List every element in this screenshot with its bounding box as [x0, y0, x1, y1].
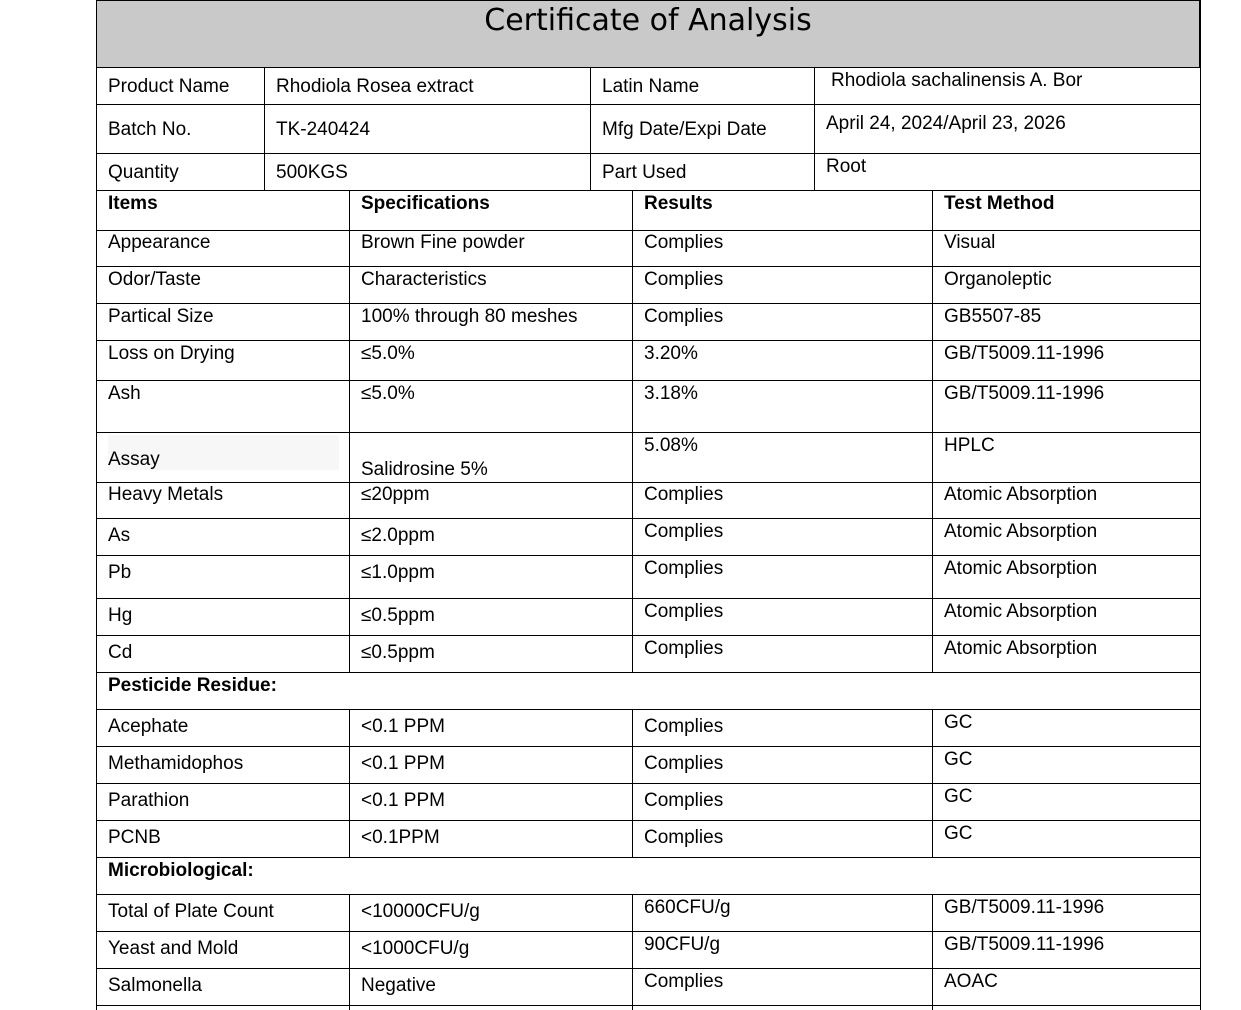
row-item: Pb: [108, 562, 132, 583]
table-rule: [96, 1005, 1201, 1006]
column-header-test-method: Test Method: [944, 193, 1055, 214]
row-item: Odor/Taste: [108, 269, 201, 290]
title-bar: [96, 0, 1200, 67]
row-item: Cd: [108, 642, 133, 663]
microbiological-result: 90CFU/g: [644, 934, 721, 955]
pesticide-test-method: GC: [944, 786, 973, 807]
table-rule: [96, 746, 1201, 747]
row-item: Ash: [108, 383, 141, 404]
batch-value: TK-240424: [276, 119, 371, 140]
row-specification: Salidrosine 5%: [361, 459, 488, 480]
row-specification: ≤5.0%: [361, 343, 415, 364]
pesticide-test-method: GC: [944, 712, 973, 733]
table-rule: [96, 857, 1201, 858]
product-name-value: Rhodiola Rosea extract: [276, 76, 474, 97]
certificate-document: [96, 0, 1201, 1010]
row-specification: Characteristics: [361, 269, 487, 290]
table-rule: [96, 153, 1201, 154]
pesticide-specification: <0.1PPM: [361, 827, 440, 848]
row-test-method: Atomic Absorption: [944, 521, 1098, 542]
row-test-method: Atomic Absorption: [944, 558, 1098, 579]
table-rule: [96, 380, 1201, 381]
pesticide-item: Acephate: [108, 716, 189, 737]
table-rule: [932, 190, 933, 672]
table-rule: [96, 230, 1201, 231]
pesticide-result: Complies: [644, 827, 724, 848]
table-rule: [96, 820, 1201, 821]
table-rule: [814, 67, 815, 190]
pesticide-item: Methamidophos: [108, 753, 244, 774]
table-rule: [96, 598, 1201, 599]
table-rule: [632, 709, 633, 857]
microbiological-item: Yeast and Mold: [108, 938, 239, 959]
microbiological-test-method: AOAC: [944, 971, 998, 992]
table-rule: [96, 340, 1201, 341]
table-rule: [632, 894, 633, 1010]
table-rule: [96, 672, 1201, 673]
microbiological-test-method: GB/T5009.11-1996: [944, 934, 1105, 955]
row-result: Complies: [644, 232, 724, 253]
table-rule: [349, 709, 350, 857]
pesticide-specification: <0.1 PPM: [361, 716, 445, 737]
row-item: Heavy Metals: [108, 484, 224, 505]
row-test-method: Atomic Absorption: [944, 484, 1098, 505]
pesticide-result: Complies: [644, 753, 724, 774]
table-rule: [932, 894, 933, 1010]
table-rule: [264, 67, 265, 190]
latin-name-value: Rhodiola sachalinensis A. Bor: [831, 70, 1083, 91]
pesticide-section-heading: Pesticide Residue:: [108, 675, 277, 696]
table-rule: [96, 709, 1201, 710]
quantity-value: 500KGS: [276, 162, 348, 183]
row-specification: Brown Fine powder: [361, 232, 525, 253]
part-used-label: Part Used: [602, 162, 687, 183]
quantity-label: Quantity: [108, 162, 179, 183]
pesticide-item: Parathion: [108, 790, 190, 811]
column-header-items: Items: [108, 193, 158, 214]
table-rule: [96, 518, 1201, 519]
microbiological-item: Total of Plate Count: [108, 901, 274, 922]
row-test-method: Visual: [944, 232, 996, 253]
table-rule: [96, 190, 1201, 191]
pesticide-result: Complies: [644, 790, 724, 811]
row-item: Hg: [108, 605, 133, 626]
microbiological-result: 660CFU/g: [644, 897, 731, 918]
row-result: 5.08%: [644, 435, 698, 456]
row-test-method: GB/T5009.11-1996: [944, 383, 1105, 404]
microbiological-section-heading: Microbiological:: [108, 860, 254, 881]
table-rule: [96, 635, 1201, 636]
table-rule: [590, 67, 591, 190]
microbiological-specification: <10000CFU/g: [361, 901, 480, 922]
microbiological-result: Complies: [644, 971, 724, 992]
pesticide-test-method: GC: [944, 823, 973, 844]
microbiological-test-method: GB/T5009.11-1996: [944, 897, 1105, 918]
row-test-method: HPLC: [944, 435, 995, 456]
row-result: Complies: [644, 601, 724, 622]
table-rule: [96, 0, 97, 1010]
table-rule: [96, 266, 1201, 267]
batch-label: Batch No.: [108, 119, 192, 140]
table-rule: [632, 190, 633, 672]
row-result: Complies: [644, 558, 724, 579]
date-label: Mfg Date/Expi Date: [602, 119, 767, 140]
table-rule: [96, 104, 1201, 105]
row-specification: ≤1.0ppm: [361, 562, 435, 583]
table-rule: [349, 190, 350, 672]
table-rule: [1200, 0, 1201, 1010]
table-rule: [96, 931, 1201, 932]
product-name-label: Product Name: [108, 76, 230, 97]
date-value: April 24, 2024/April 23, 2026: [826, 113, 1066, 134]
table-rule: [349, 894, 350, 1010]
row-test-method: Organoleptic: [944, 269, 1052, 290]
row-specification: ≤5.0%: [361, 383, 415, 404]
part-used-value: Root: [826, 156, 867, 177]
column-header-results: Results: [644, 193, 713, 214]
pesticide-test-method: GC: [944, 749, 973, 770]
row-result: Complies: [644, 484, 724, 505]
latin-name-label: Latin Name: [602, 76, 700, 97]
row-result: Complies: [644, 521, 724, 542]
row-test-method: GB5507-85: [944, 306, 1042, 327]
row-specification: ≤0.5ppm: [361, 642, 435, 663]
row-item: Appearance: [108, 232, 211, 253]
table-rule: [96, 783, 1201, 784]
column-header-specifications: Specifications: [361, 193, 490, 214]
row-test-method: Atomic Absorption: [944, 601, 1098, 622]
row-specification: 100% through 80 meshes: [361, 306, 578, 327]
row-item: Loss on Drying: [108, 343, 235, 364]
pesticide-specification: <0.1 PPM: [361, 753, 445, 774]
pesticide-result: Complies: [644, 716, 724, 737]
microbiological-specification: <1000CFU/g: [361, 938, 470, 959]
table-rule: [96, 432, 1201, 433]
microbiological-item: Salmonella: [108, 975, 202, 996]
table-rule: [96, 303, 1201, 304]
row-test-method: Atomic Absorption: [944, 638, 1098, 659]
row-specification: ≤2.0ppm: [361, 525, 435, 546]
pesticide-item: PCNB: [108, 827, 161, 848]
row-item: Assay: [108, 449, 160, 470]
document-title: Certificate of Analysis: [484, 3, 812, 38]
row-specification: ≤20ppm: [361, 484, 430, 505]
row-result: Complies: [644, 269, 724, 290]
row-test-method: GB/T5009.11-1996: [944, 343, 1105, 364]
row-item: Partical Size: [108, 306, 214, 327]
table-rule: [932, 709, 933, 857]
microbiological-specification: Negative: [361, 975, 436, 996]
row-result: 3.18%: [644, 383, 698, 404]
table-rule: [96, 482, 1201, 483]
table-rule: [96, 894, 1201, 895]
row-item: As: [108, 525, 131, 546]
row-result: Complies: [644, 306, 724, 327]
pesticide-specification: <0.1 PPM: [361, 790, 445, 811]
table-rule: [96, 968, 1201, 969]
row-result: Complies: [644, 638, 724, 659]
row-result: 3.20%: [644, 343, 698, 364]
row-specification: ≤0.5ppm: [361, 605, 435, 626]
table-rule: [96, 67, 1201, 68]
table-rule: [96, 555, 1201, 556]
